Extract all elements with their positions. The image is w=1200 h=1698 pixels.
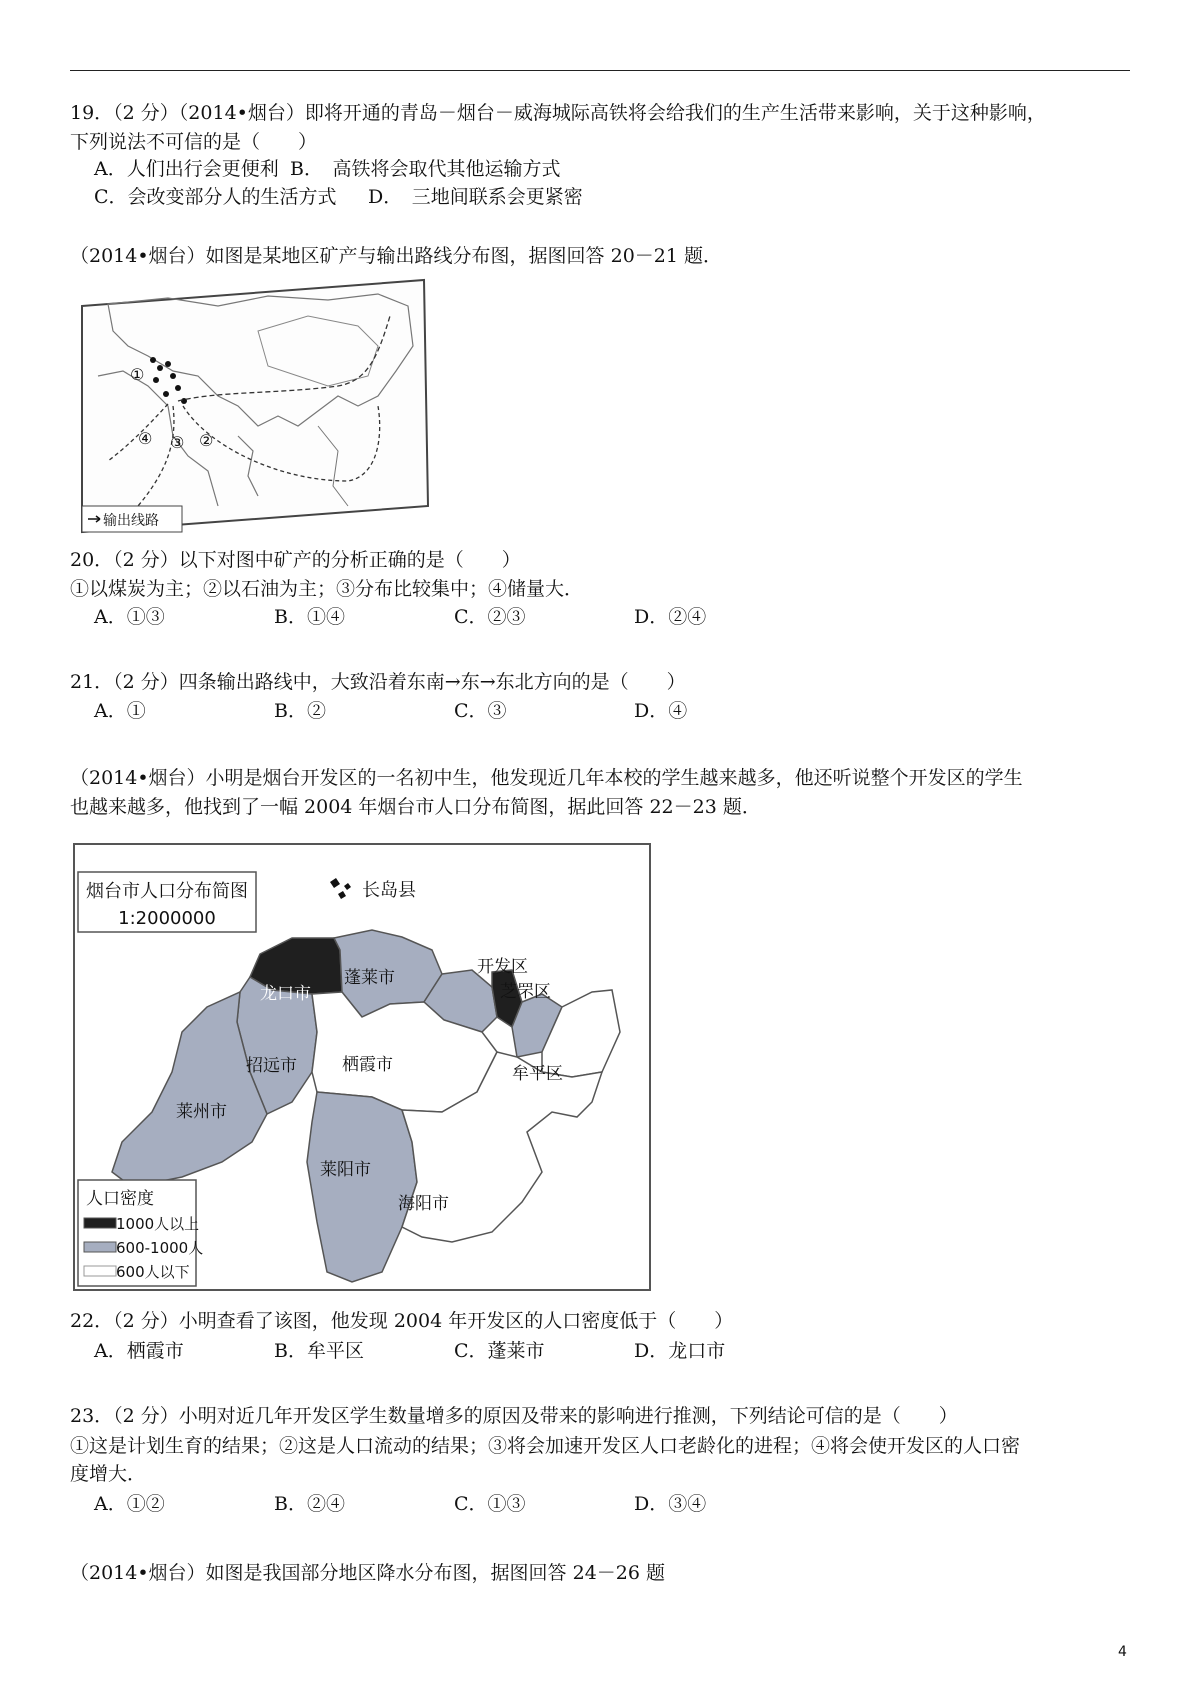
legend-label-high: 1000人以上 <box>116 1215 200 1233</box>
legend-title: 人口密度 <box>86 1189 154 1209</box>
q22-option-b: B．牟平区 <box>274 1340 364 1362</box>
q22-option-a: A．栖霞市 <box>94 1340 184 1362</box>
q19-option-c: C．会改变部分人的生活方式 <box>94 186 337 208</box>
q20-stem: 20．（2 分）以下对图中矿产的分析正确的是（ ） <box>70 549 521 571</box>
q21-option-b: B．② <box>274 700 326 722</box>
intro-22-23-line2: 也越来越多，他找到了一幅 2004 年烟台市人口分布简图，据此回答 22－23 题． <box>70 796 761 818</box>
q20-option-a: A．①③ <box>94 606 165 628</box>
legend-swatch-mid <box>84 1242 116 1252</box>
region-label-zhaoyuan: 招远市 <box>246 1056 297 1076</box>
q19-stem-line2: 下列说法不可信的是（ ） <box>70 131 318 153</box>
q23-statements-line2: 度增大． <box>70 1463 147 1485</box>
q20-option-c: C．②③ <box>454 606 526 628</box>
q21-option-d: D．④ <box>634 700 688 722</box>
route-legend-label: 输出线路 <box>103 513 159 529</box>
q23-statements-line1: ①这是计划生育的结果；②这是人口流动的结果；③将会加速开发区人口老龄化的进程；④将会使开发区的人口密 <box>70 1435 1021 1457</box>
q23-option-b: B．②④ <box>274 1493 345 1515</box>
legend-label-low: 600人以下 <box>116 1263 190 1281</box>
route-label-2: ② <box>199 431 214 450</box>
region-label-laiyang: 莱阳市 <box>320 1160 371 1180</box>
q19-option-b: B． 高铁将会取代其他运输方式 <box>290 158 561 180</box>
q22-option-c: C．蓬莱市 <box>454 1340 545 1362</box>
route-label-1: ① <box>130 365 145 384</box>
q23-option-d: D．③④ <box>634 1493 707 1515</box>
q22-stem: 22．（2 分）小明查看了该图，他发现 2004 年开发区的人口密度低于（ ） <box>70 1310 734 1332</box>
header-rule <box>70 70 1130 71</box>
intro-22-23-line1: （2014•烟台）小明是烟台开发区的一名初中生，他发现近几年本校的学生越来越多，他还听说整个开发区的学生 <box>70 767 1023 789</box>
map-title: 烟台市人口分布简图 <box>86 881 248 902</box>
q22-option-d: D．龙口市 <box>634 1340 726 1362</box>
q21-option-c: C．③ <box>454 700 507 722</box>
q19-option-a: A．人们出行会更便利 <box>94 158 279 180</box>
route-label-4: ④ <box>138 429 153 448</box>
q20-option-d: D．②④ <box>634 606 707 628</box>
region-label-longkou: 龙口市 <box>260 984 311 1004</box>
intro-24-26: （2014•烟台）如图是我国部分地区降水分布图，据图回答 24－26 题 <box>70 1562 665 1584</box>
legend-label-mid: 600-1000人 <box>116 1239 204 1257</box>
region-label-haiyang: 海阳市 <box>398 1194 449 1214</box>
q23-option-a: A．①② <box>94 1493 165 1515</box>
q20-statements: ①以煤炭为主；②以石油为主；③分布比较集中；④储量大． <box>70 578 584 600</box>
region-label-laizhou: 莱州市 <box>176 1102 227 1122</box>
q21-option-a: A．① <box>94 700 146 722</box>
region-label-penglai: 蓬莱市 <box>344 968 395 988</box>
mineral-route-map <box>78 276 430 536</box>
region-label-qixia: 栖霞市 <box>342 1055 393 1075</box>
q23-stem: 23．（2 分）小明对近几年开发区学生数量增多的原因及带来的影响进行推测，下列结论可信的是（ ） <box>70 1405 958 1427</box>
q23-option-c: C．①③ <box>454 1493 526 1515</box>
region-label-zhifu: 芝罘区 <box>500 982 551 1002</box>
map-scale: 1:2000000 <box>118 908 216 929</box>
intro-20-21: （2014•烟台）如图是某地区矿产与输出路线分布图，据图回答 20－21 题． <box>70 245 722 267</box>
yantai-population-map <box>72 842 654 1292</box>
q19-stem-line1: 19．（2 分）（2014•烟台）即将开通的青岛－烟台－威海城际高铁将会给我们的生产生活带来影响，关于这种影响， <box>70 102 1046 124</box>
q20-option-b: B．①④ <box>274 606 345 628</box>
legend-swatch-low <box>84 1266 116 1276</box>
route-label-3: ③ <box>170 433 185 452</box>
q19-option-d: D． 三地间联系会更紧密 <box>368 186 583 208</box>
legend-swatch-high <box>84 1218 116 1228</box>
region-label-changdao: 长岛县 <box>362 880 416 901</box>
region-label-kaifaqu: 开发区 <box>477 957 528 977</box>
page-number: 4 <box>1118 1644 1127 1660</box>
region-label-muping: 牟平区 <box>512 1064 563 1084</box>
q21-stem: 21．（2 分）四条输出路线中，大致沿着东南→东→东北方向的是（ ） <box>70 671 686 693</box>
